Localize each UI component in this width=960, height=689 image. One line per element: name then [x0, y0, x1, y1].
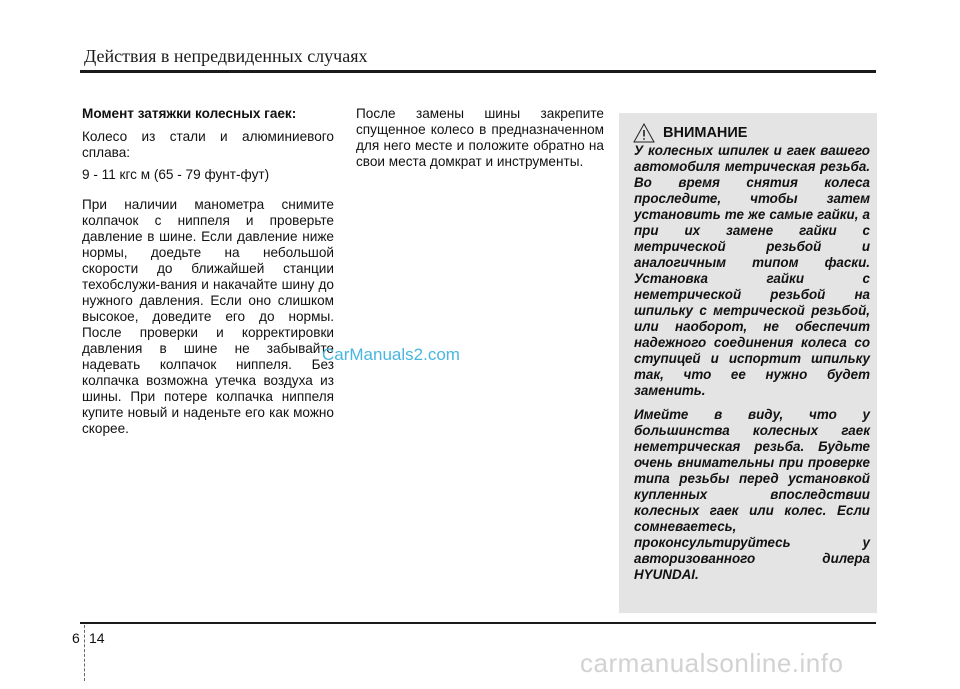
left-column	[82, 106, 334, 437]
footer-watermark: carmanualsonline.info	[580, 648, 844, 678]
site-watermark: CarManuals2.com	[322, 345, 460, 364]
torque-value-paragraph: 9 - 11 кгс м (65 - 79 фунт-фут)	[82, 167, 270, 182]
middle-column	[356, 106, 604, 170]
wheel-material-paragraph: Колесо из стали и алюминиевого сплава:	[82, 129, 334, 160]
tire-pressure-paragraph: При наличии манометра снимите колпачок с ниппеля и проверьте давление в шине. Если давление ниже нормы, доедьте на небольшой скорости до ближайшей станции техобслужи-вания и накачайте шину до нужного давления. Если оно слишком высокое, доведите его до нормы. После проверки и корректировки давления в шине не забывайте надевать колпачок ниппеля. Без колпачка возможна утечка воздуха из шины. При потере колпачка ниппеля купите новый и наденьте его как можно скорее.	[82, 197, 334, 436]
torque-subheading: Момент затяжки колесных гаек:	[82, 106, 297, 121]
page-header-title: Действия в непредвиденных случаях	[84, 46, 368, 66]
chapter-number: 6	[72, 630, 80, 646]
page-number: 14	[89, 630, 105, 646]
warning-header	[633, 123, 747, 143]
after-replacement-paragraph: После замены шины закрепите спущенное колесо в предназначенном для него месте и положите обратно на свои места домкрат и инструменты.	[356, 106, 604, 169]
warning-triangle-icon	[633, 123, 655, 143]
page-number-divider	[84, 625, 85, 681]
warning-paragraph-nonmetric: Имейте в виду, что у большинства колесных гаек неметрическая резьба. Будьте очень внимательны при проверке типа резьбы перед установкой купленных впоследствии колесных гаек или колес. Если сомневаетесь, проконсультируйтесь у авторизованного дилера HYUNDAI.	[634, 407, 870, 582]
warning-body	[634, 143, 870, 583]
footer-rule	[80, 622, 876, 624]
header-rule	[80, 70, 876, 73]
warning-paragraph-metric: У колесных шпилек и гаек вашего автомобиля метрическая резьба. Во время снятия колеса проследите, чтобы затем установить те же самые гайки, а при их замене гайки с метрической резьбой и аналогичным типом фаски. Установка гайки с неметрической резьбой на шпильку с метрической резьбой, или наоборот, не обеспечит надежного соединения колеса со ступицей и испортит шпильку так, что ее нужно будет заменить.	[634, 143, 870, 398]
warning-box	[619, 113, 877, 613]
warning-title: ВНИМАНИЕ	[663, 125, 748, 141]
